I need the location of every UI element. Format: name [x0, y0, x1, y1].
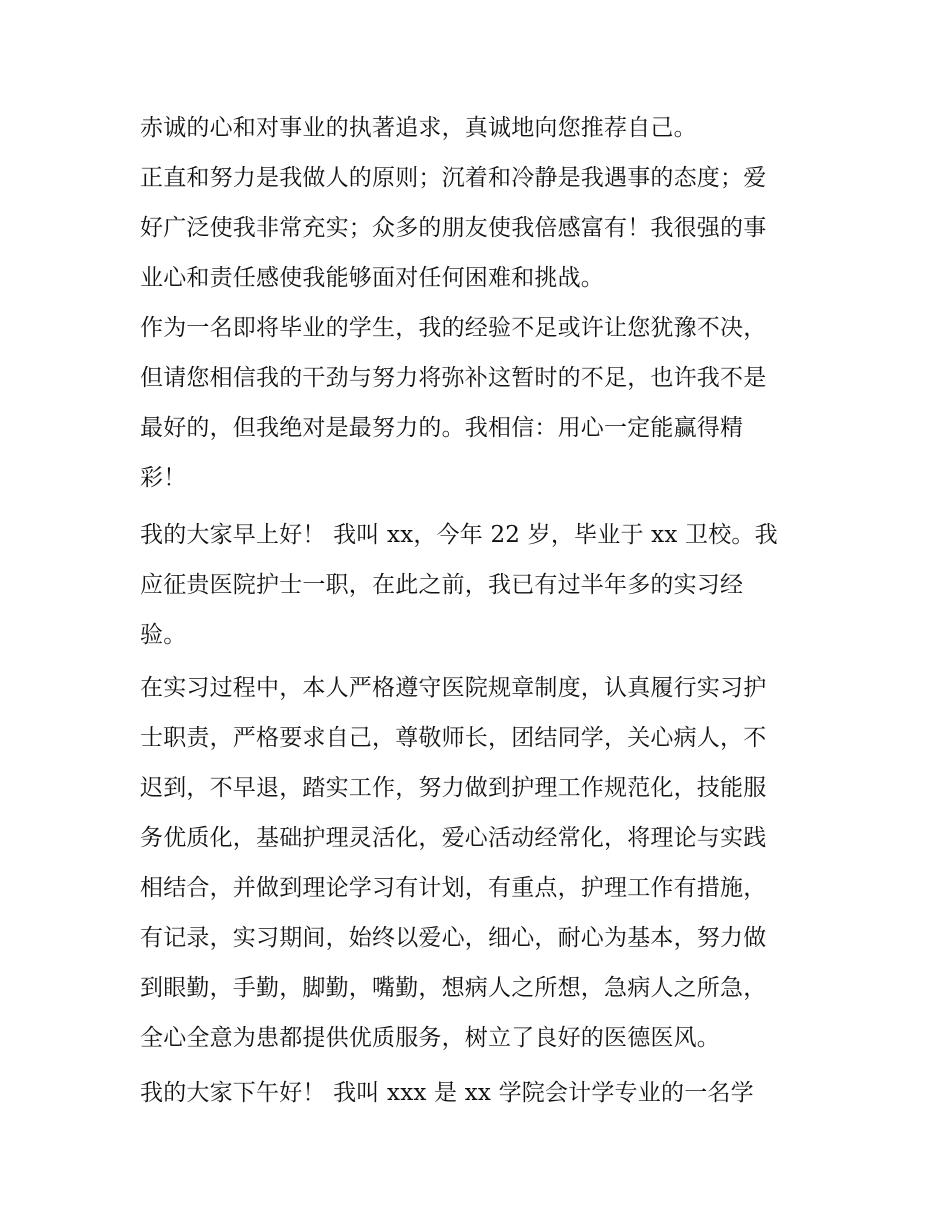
text-line: 我的大家下午好！ 我叫 xxx 是 xx 学院会计学专业的一名学: [140, 1080, 754, 1106]
text-line: 士职责，严格要求自己，尊敬师长，团结同学，关心病人，不: [140, 725, 767, 751]
text-line: 务优质化，基础护理灵活化，爱心活动经常化，将理论与实践: [140, 825, 767, 851]
text-line: 应征贵医院护士一职，在此之前，我已有过半年多的实习经: [140, 572, 744, 598]
text-line: 好广泛使我非常充实；众多的朋友使我倍感富有！我很强的事: [140, 215, 767, 241]
text-line: 但请您相信我的干劲与努力将弥补这暂时的不足，也许我不是: [140, 365, 767, 391]
text-line: 全心全意为患都提供优质服务，树立了良好的医德医风。: [140, 1025, 720, 1051]
text-line: 到眼勤，手勤，脚勤，嘴勤，想病人之所想，急病人之所急，: [140, 975, 767, 1001]
text-line: 相结合，并做到理论学习有计划，有重点，护理工作有措施，: [140, 875, 767, 901]
text-line: 彩！: [140, 465, 187, 491]
text-line: 赤诚的心和对事业的执著追求，真诚地向您推荐自己。: [140, 115, 697, 141]
text-line: 我的大家早上好！ 我叫 xx，今年 22 岁，毕业于 xx 卫校。我: [140, 522, 778, 548]
text-line: 在实习过程中，本人严格遵守医院规章制度，认真履行实习护: [140, 675, 767, 701]
text-line: 迟到，不早退，踏实工作，努力做到护理工作规范化，技能服: [140, 775, 767, 801]
text-line: 作为一名即将毕业的学生，我的经验不足或许让您犹豫不决，: [140, 315, 767, 341]
text-line: 最好的，但我绝对是最努力的。我相信：用心一定能赢得精: [140, 415, 744, 441]
text-line: 业心和责任感使我能够面对任何困难和挑战。: [140, 265, 604, 291]
text-line: 验。: [140, 622, 187, 648]
text-line: 正直和努力是我做人的原则；沉着和冷静是我遇事的态度；爱: [140, 165, 767, 191]
text-line: 有记录，实习期间，始终以爱心，细心，耐心为基本，努力做: [140, 925, 767, 951]
